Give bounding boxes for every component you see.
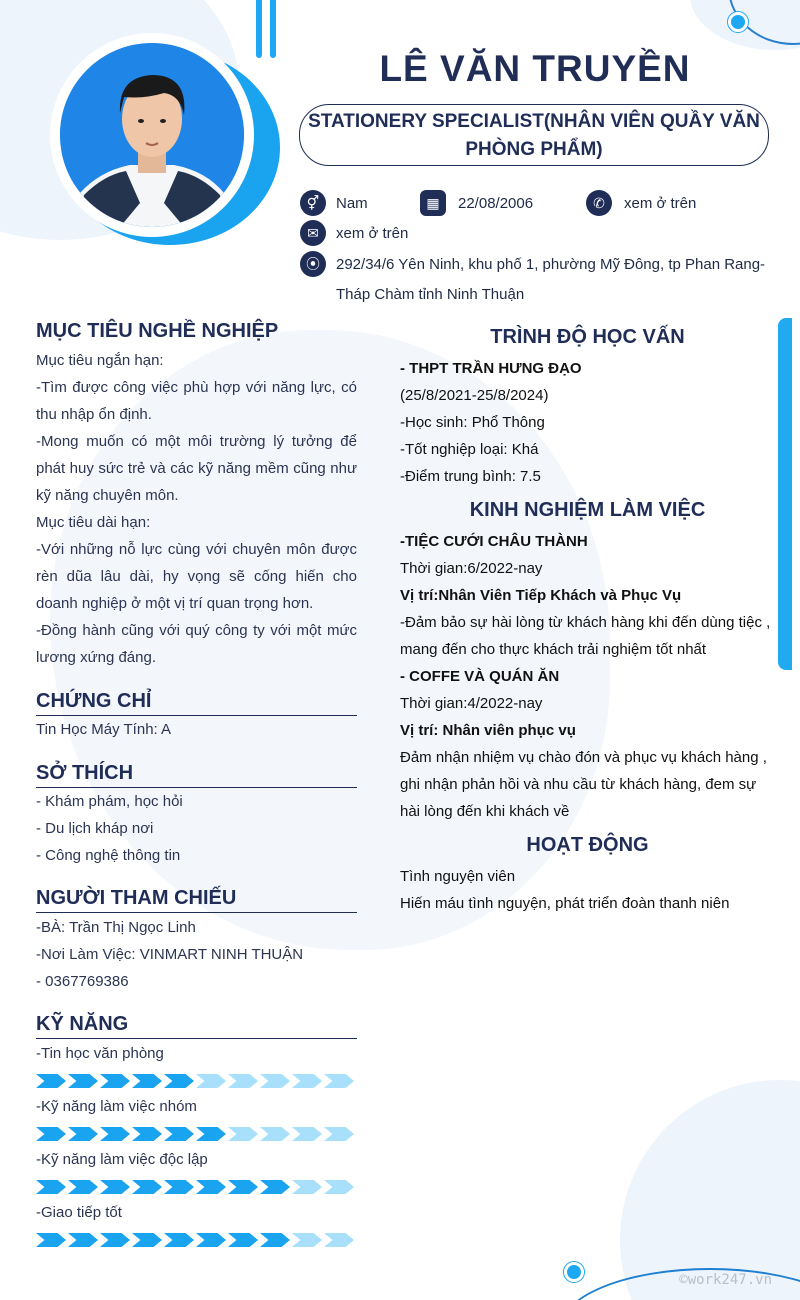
deco-dot — [728, 12, 748, 32]
job-description: Đảm nhận nhiệm vụ chào đón và phục vụ khách hàng , ghi nhận phản hồi và nhu cầu từ khách hàng, đem sự hài lòng đến khi khách về — [400, 749, 767, 820]
skill-chevron-filled — [100, 1074, 130, 1088]
experience-block — [400, 528, 780, 825]
job-company: -TIỆC CƯỚI CHÂU THÀNH — [400, 533, 588, 550]
reference-item: - 0367769386 — [36, 973, 129, 990]
skill-chevron-filled — [196, 1127, 226, 1141]
skill-chevron-empty — [260, 1127, 290, 1141]
phone-value: xem ở trên — [624, 194, 697, 212]
skill-chevron-filled — [68, 1074, 98, 1088]
skill-chevron-empty — [324, 1074, 354, 1088]
candidate-name: LÊ VĂN TRUYỀN — [379, 48, 691, 89]
education-line: -Học sinh: Phổ Thông — [400, 414, 545, 431]
skill-chevron-empty — [196, 1074, 226, 1088]
skill-chevron-filled — [68, 1127, 98, 1141]
skill-chevron-filled — [196, 1233, 226, 1247]
birthday-value: 22/08/2006 — [458, 194, 534, 212]
experience-heading: KINH NGHIỆM LÀM VIỆC — [469, 499, 706, 521]
education-period: (25/8/2021-25/8/2024) — [400, 387, 549, 404]
birthday-row — [420, 190, 533, 216]
deco-dot — [564, 1262, 584, 1282]
mail-icon: ✉ — [300, 220, 326, 246]
skill-chevron-empty — [228, 1127, 258, 1141]
education-heading: TRÌNH ĐỘ HỌC VẤN — [490, 326, 685, 348]
objective-line: -Đồng hành cũng với quý công ty với một mức lương xứng đáng. — [36, 622, 357, 666]
skill-label: -Kỹ năng làm việc nhóm — [36, 1098, 197, 1115]
skill-rating-bar — [36, 1127, 354, 1141]
skill-chevron-empty — [292, 1074, 322, 1088]
hobby-item: - Du lịch kháp nơi — [36, 820, 154, 837]
job-time: Thời gian:6/2022-nay — [400, 560, 543, 577]
job-description: -Đảm bảo sự hài lòng từ khách hàng khi đến dùng tiệc , mang đến cho thực khách trải nghiệm tốt nhất — [400, 614, 771, 658]
address-value: 292/34/6 Yên Ninh, khu phố 1, phường Mỹ Đông, tp Phan Rang-Tháp Chàm tỉnh Ninh Thuận — [336, 256, 766, 303]
phone-row — [586, 190, 696, 216]
gender-value: Nam — [336, 194, 368, 212]
skill-chevron-empty — [260, 1074, 290, 1088]
skill-chevron-filled — [68, 1233, 98, 1247]
reference-item: -Nơi Làm Việc: VINMART NINH THUẬN — [36, 946, 304, 963]
hobby-item: - Khám phám, học hỏi — [36, 793, 183, 810]
skill-chevron-empty — [324, 1127, 354, 1141]
bg-decoration — [620, 1080, 800, 1300]
email-value: xem ở trên — [336, 224, 409, 242]
objective-heading: MỤC TIÊU NGHỀ NGHIỆP — [36, 320, 279, 342]
skill-chevron-filled — [36, 1074, 66, 1088]
education-line: -Điểm trung bình: 7.5 — [400, 468, 541, 485]
skill-chevron-empty — [292, 1180, 322, 1194]
skill-chevron-filled — [260, 1233, 290, 1247]
education-block — [400, 355, 780, 490]
deco-bar — [256, 0, 262, 58]
skill-chevron-filled — [68, 1180, 98, 1194]
skill-chevron-empty — [228, 1074, 258, 1088]
skill-chevron-filled — [36, 1127, 66, 1141]
gender-row — [300, 190, 368, 216]
skill-chevron-empty — [324, 1180, 354, 1194]
skill-chevron-filled — [164, 1074, 194, 1088]
skill-rating-bar — [36, 1074, 354, 1088]
skill-chevron-filled — [260, 1180, 290, 1194]
skill-chevron-filled — [228, 1180, 258, 1194]
skill-chevron-filled — [100, 1180, 130, 1194]
hobbies-heading: SỞ THÍCH — [36, 762, 357, 788]
skill-label: -Tin học văn phòng — [36, 1045, 164, 1062]
objective-line: Mục tiêu ngắn hạn: — [36, 352, 164, 369]
skill-chevron-filled — [100, 1127, 130, 1141]
education-line: -Tốt nghiệp loại: Khá — [400, 441, 539, 458]
skill-chevron-filled — [132, 1233, 162, 1247]
phone-icon: ✆ — [586, 190, 612, 216]
activities-heading: HOẠT ĐỘNG — [526, 834, 649, 856]
skill-chevron-empty — [292, 1127, 322, 1141]
skills-heading: KỸ NĂNG — [36, 1013, 357, 1039]
skill-rating-bar — [36, 1233, 354, 1247]
skill-chevron-filled — [132, 1180, 162, 1194]
skill-chevron-filled — [164, 1127, 194, 1141]
hobby-item: - Công nghệ thông tin — [36, 847, 181, 864]
deco-edge-bar — [778, 318, 792, 670]
objective-text — [36, 347, 357, 671]
skill-chevron-filled — [100, 1233, 130, 1247]
objective-line: -Mong muốn có một môi trường lý tưởng để phát huy sức trẻ và các kỹ năng mềm cũng như kỹ năng chuyên môn. — [36, 433, 357, 504]
certificates-heading: CHỨNG CHỈ — [36, 690, 357, 716]
skill-label: -Kỹ năng làm việc độc lập — [36, 1151, 208, 1168]
school-name: - THPT TRẦN HƯNG ĐẠO — [400, 360, 582, 377]
objective-line: -Với những nỗ lực cùng với chuyên môn được rèn dũa lâu dài, hy vọng sẽ cống hiến cho doanh nghiệp ở một vị trí quan trọng hơn. — [36, 541, 357, 612]
job-position: Vị trí: Nhân viên phục vụ — [400, 722, 576, 739]
activity-item: Tình nguyện viên — [400, 868, 516, 885]
email-row — [300, 220, 408, 246]
skill-chevron-filled — [196, 1180, 226, 1194]
skill-chevron-filled — [164, 1233, 194, 1247]
references-list — [36, 914, 357, 995]
job-title: STATIONERY SPECIALIST(NHÂN VIÊN QUẦY VĂN PHÒNG PHẨM) — [299, 104, 769, 166]
skill-chevron-filled — [36, 1233, 66, 1247]
hobbies-list — [36, 788, 357, 869]
skill-chevron-filled — [164, 1180, 194, 1194]
location-pin-icon: ⦿ — [300, 251, 326, 277]
job-company: - COFFE VÀ QUÁN ĂN — [400, 668, 560, 685]
job-time: Thời gian:4/2022-nay — [400, 695, 543, 712]
skill-chevron-empty — [292, 1233, 322, 1247]
avatar — [50, 33, 254, 237]
objective-line: Mục tiêu dài hạn: — [36, 514, 151, 531]
job-position: Vị trí:Nhân Viên Tiếp Khách và Phục Vụ — [400, 587, 682, 604]
skill-chevron-filled — [36, 1180, 66, 1194]
activity-item: Hiến máu tình nguyện, phát triển đoàn thanh niên — [400, 895, 730, 912]
reference-item: -BÀ: Trần Thị Ngọc Linh — [36, 919, 196, 936]
portrait-image — [60, 43, 244, 227]
activities-list — [400, 863, 780, 917]
skill-chevron-empty — [324, 1233, 354, 1247]
deco-bar — [270, 0, 276, 58]
skill-label: -Giao tiếp tốt — [36, 1204, 122, 1221]
references-heading: NGƯỜI THAM CHIẾU — [36, 887, 357, 913]
skill-chevron-filled — [132, 1127, 162, 1141]
objective-line: -Tìm được công việc phù hợp với năng lực, có thu nhập ổn định. — [36, 379, 357, 423]
skill-chevron-filled — [228, 1233, 258, 1247]
skill-rating-bar — [36, 1180, 354, 1194]
certificate-item: Tin Học Máy Tính: A — [36, 721, 172, 738]
gender-icon: ⚥ — [300, 190, 326, 216]
calendar-icon: ▦ — [420, 190, 446, 216]
address-icon-row — [300, 251, 336, 277]
skill-chevron-filled — [132, 1074, 162, 1088]
watermark: ©work247.vn — [679, 1272, 772, 1288]
certificates-list — [36, 716, 357, 743]
